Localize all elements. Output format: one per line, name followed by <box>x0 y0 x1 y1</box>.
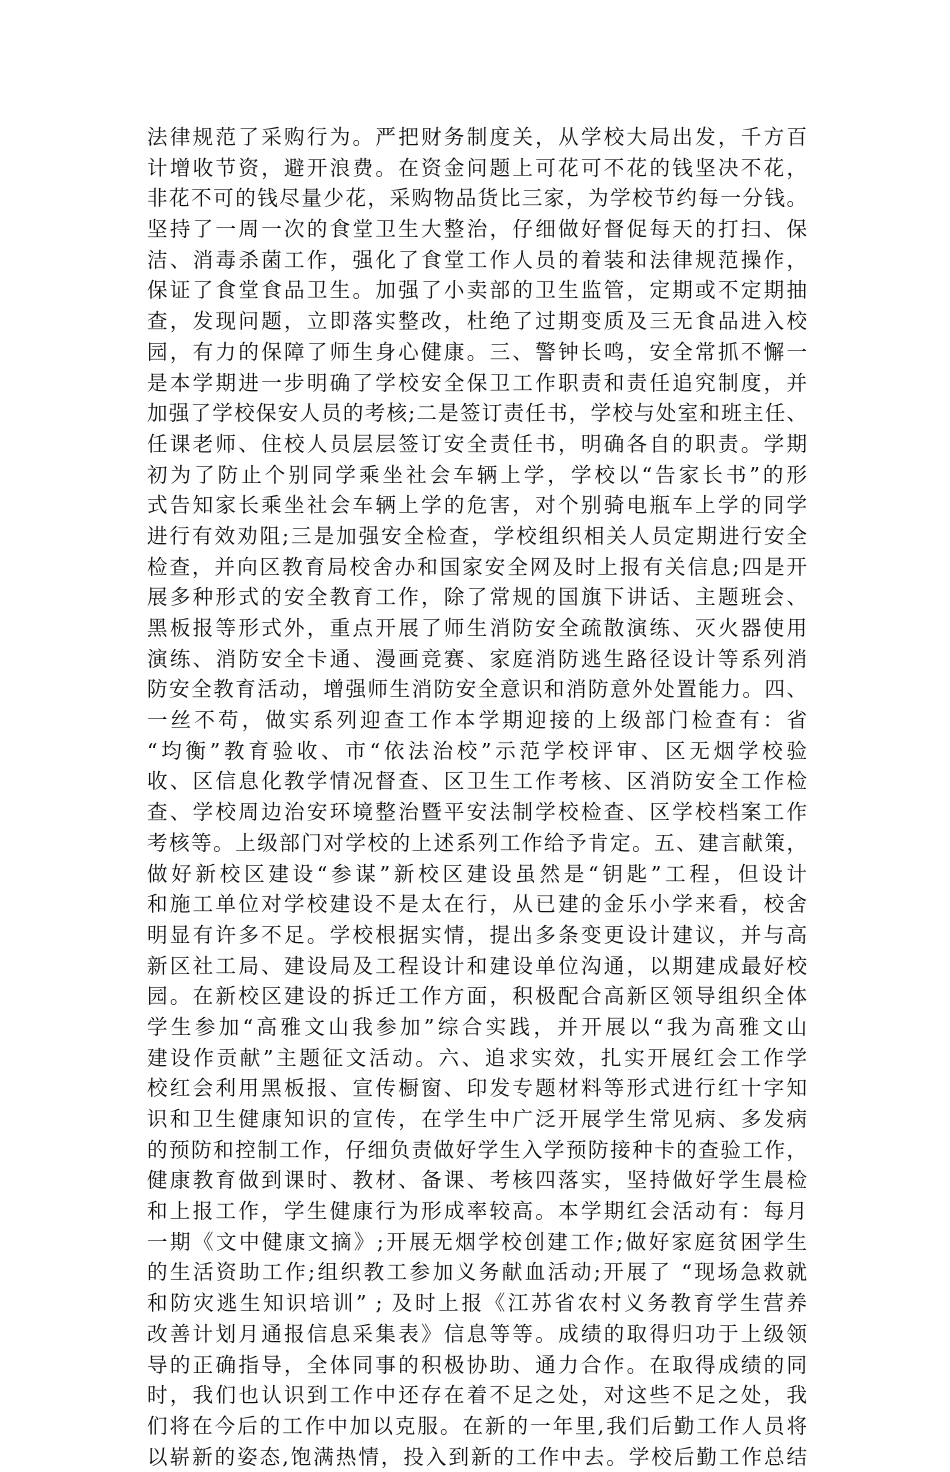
text-line: 建设作贡献”主题征文活动。六、追求实效，扎实开展红会工作学 <box>147 1045 807 1070</box>
text-line: 收、区信息化教学情况督查、区卫生工作考核、区消防安全工作检 <box>147 769 807 794</box>
text-line: 校红会利用黑板报、宣传橱窗、印发专题材料等形式进行红十字知 <box>147 1076 807 1101</box>
text-line: 园。在新校区建设的拆迁工作方面，积极配合高新区领导组织全体 <box>147 984 807 1009</box>
body-text <box>147 122 807 1472</box>
text-line: 和防灾逃生知识培训” ; 及时上报《江苏省农村义务教育学生营养 <box>147 1291 807 1316</box>
text-line: 做好新校区建设“参谋”新校区建设虽然是“钥匙”工程，但设计 <box>147 861 807 886</box>
text-line: 黑板报等形式外，重点开展了师生消防安全疏散演练、灭火器使用 <box>147 616 807 640</box>
text-line: 明显有许多不足。学校根据实情，提出多条变更设计建议，并与高 <box>147 922 807 947</box>
text-line: 坚持了一周一次的食堂卫生大整治，仔细做好督促每天的打扫、保 <box>147 217 807 242</box>
text-line: 非花不可的钱尽量少花，采购物品货比三家，为学校节约每一分钱。 <box>147 186 807 211</box>
text-line: 是本学期进一步明确了学校安全保卫工作职责和责任追究制度，并 <box>147 370 807 395</box>
text-line: 新区社工局、建设局及工程设计和建设单位沟通，以期建成最好校 <box>147 953 807 978</box>
text-line: 学生参加“高雅文山我参加”综合实践，并开展以“我为高雅文山 <box>147 1014 807 1039</box>
text-line: 一期《文中健康文摘》;开展无烟学校创建工作;做好家庭贫困学生 <box>147 1229 807 1254</box>
text-line: 的预防和控制工作，仔细负责做好学生入学预防接种卡的查验工作， <box>147 1137 807 1162</box>
text-line: 导的正确指导，全体同事的积极协助、通力合作。在取得成绩的同 <box>147 1352 807 1377</box>
text-line: 洁、消毒杀菌工作，强化了食堂工作人员的着装和法律规范操作， <box>147 247 807 272</box>
text-line: “均衡”教育验收、市“依法治校”示范学校评审、区无烟学校验 <box>147 738 807 763</box>
text-line: 计增收节资，避开浪费。在资金问题上可花可不花的钱坚决不花， <box>147 155 807 180</box>
text-line: 和上报工作，学生健康行为形成率较高。本学期红会活动有：每月 <box>147 1199 807 1224</box>
text-line: 查、学校周边治安环境整治暨平安法制学校检查、区学校档案工作 <box>147 800 807 825</box>
text-line: 检查，并向区教育局校舍办和国家安全网及时上报有关信息;四是开 <box>147 554 807 579</box>
text-line: 和施工单位对学校建设不是太在行，从已建的金乐小学来看，校舍 <box>147 892 807 917</box>
text-line: 查，发现问题，立即落实整改，杜绝了过期变质及三无食品进入校 <box>147 309 807 334</box>
text-line: 防安全教育活动，增强师生消防安全意识和消防意外处置能力。四、 <box>147 677 807 702</box>
text-line: 考核等。上级部门对学校的上述系列工作给予肯定。五、建言献策， <box>147 830 807 855</box>
text-line: 展多种形式的安全教育工作，除了常规的国旗下讲话、主题班会、 <box>147 585 807 610</box>
text-line: 时，我们也认识到工作中还存在着不足之处，对这些不足之处，我 <box>147 1383 807 1408</box>
text-line: 任课老师、住校人员层层签订安全责任书，明确各自的职责。学期 <box>147 431 807 456</box>
text-line: 初为了防止个别同学乘坐社会车辆上学，学校以“告家长书”的形 <box>147 462 807 487</box>
text-line: 法律规范了采购行为。严把财务制度关，从学校大局出发，千方百 <box>147 125 807 149</box>
text-line: 健康教育做到课时、教材、备课、考核四落实，坚持做好学生晨检 <box>147 1168 807 1193</box>
text-line: 们将在今后的工作中加以克服。在新的一年里,我们后勤工作人员将 <box>147 1413 807 1438</box>
text-line: 加强了学校保安人员的考核;二是签订责任书，学校与处室和班主任、 <box>147 401 807 426</box>
text-line: 的生活资助工作;组织教工参加义务献血活动;开展了 “现场急救就 <box>147 1260 807 1285</box>
text-line: 识和卫生健康知识的宣传，在学生中广泛开展学生常见病、多发病 <box>147 1107 807 1131</box>
text-line: 式告知家长乘坐社会车辆上学的危害，对个别骑电瓶车上学的同学 <box>147 493 807 518</box>
text-line: 园，有力的保障了师生身心健康。三、警钟长鸣，安全常抓不懈一 <box>147 339 807 364</box>
text-line: 以崭新的姿态,饱满热情，投入到新的工作中去。学校后勤工作总结 <box>147 1444 807 1469</box>
text-line: 进行有效劝阻;三是加强安全检查，学校组织相关人员定期进行安全 <box>147 523 807 548</box>
text-line: 改善计划月通报信息采集表》信息等等。成绩的取得归功于上级领 <box>147 1321 807 1346</box>
text-line: 演练、消防安全卡通、漫画竞赛、家庭消防逃生路径设计等系列消 <box>147 646 807 671</box>
text-line: 保证了食堂食品卫生。加强了小卖部的卫生监管，定期或不定期抽 <box>147 278 807 303</box>
text-line: 一丝不苟，做实系列迎查工作本学期迎接的上级部门检查有：省 <box>147 708 807 733</box>
